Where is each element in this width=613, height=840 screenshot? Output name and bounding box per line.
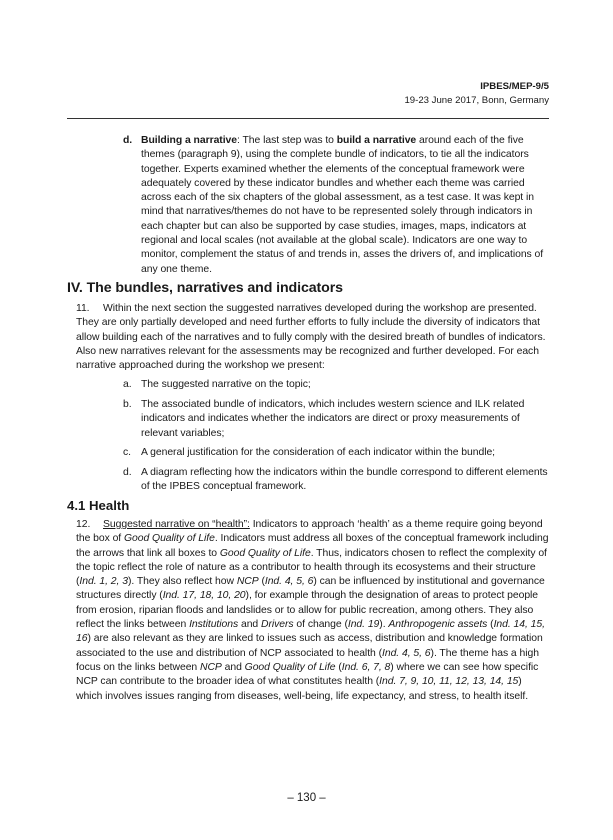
text-run: ). The theme has a high focus on the links between bbox=[76, 647, 539, 673]
italic-term: Ind. 14, 15, 16 bbox=[76, 619, 545, 645]
text-run: ( bbox=[258, 576, 265, 588]
italic-term: Ind. 4, 5, 6 bbox=[264, 576, 314, 588]
list-item bbox=[123, 446, 548, 460]
text-run: around each of the five themes (paragraph 9), using the complete bundle of indicators, to tie all the indicators together. Experts examined whether the elements of the conceptual framework were adequately covered by these indicator bundles and whether each theme was carried across each of the six chapters of the global assessment, as a test case. It was kept in mind that narratives/themes do not have to be represented solely through indicators in each chapter but can also be supported by case studies, images, maps, indicators at regional and local scales (not available at the global scale). Indicators are one way to monitor, complement the status of and trends in, asses the drivers of, and implications of any one theme. bbox=[141, 135, 544, 275]
text-run: ), for example through the designation of areas to protect people from erosion, riparian floods and landslides or to allow for public recreation, among others. They also reflect the links between bbox=[76, 590, 539, 631]
paragraph-number: 12. bbox=[76, 519, 91, 530]
text-run: and bbox=[221, 661, 245, 673]
list-marker: c. bbox=[123, 447, 131, 458]
document-code: IPBES/MEP-9/5 bbox=[480, 81, 549, 92]
italic-term: Institutions bbox=[189, 619, 239, 631]
text-run: and bbox=[238, 619, 262, 631]
section-heading-iv: IV. The bundles, narratives and indicators bbox=[67, 280, 343, 296]
text-run: Indicators to approach ‘health’ as a theme require going beyond the box of bbox=[76, 519, 543, 545]
italic-term: Ind. 17, 18, 10, 20 bbox=[162, 590, 246, 602]
text-run: ). They also reflect how bbox=[127, 576, 237, 588]
text-run: . Thus, indicators chosen to reflect the complexity of the topic reflect the role of nature as a contributor to health through its ecosystems and their structure ( bbox=[76, 547, 547, 588]
text-run: ) where we can see how specific NCP can contribute to the broader idea of what constitutes health ( bbox=[76, 661, 539, 688]
italic-term: Good Quality of Life bbox=[219, 547, 311, 559]
paragraph-number: 11. bbox=[76, 303, 90, 314]
text-run: of change ( bbox=[293, 619, 348, 631]
list-item-building-a-narrative bbox=[123, 134, 548, 277]
paragraph-12 bbox=[76, 518, 550, 704]
list-marker: d. bbox=[123, 135, 133, 146]
italic-term: Ind. 19 bbox=[347, 619, 380, 631]
page-number: – 130 – bbox=[287, 792, 326, 804]
text-run: ( bbox=[487, 619, 494, 631]
italic-term: Anthropogenic assets bbox=[388, 619, 488, 631]
list-item-text: A general justification for the consideration of each indicator within the bundle; bbox=[141, 447, 496, 458]
italic-term: Ind. 6, 7, 8 bbox=[341, 661, 391, 673]
list-marker: b. bbox=[123, 399, 132, 410]
narrative-lead: Suggested narrative on “health”: bbox=[103, 519, 250, 530]
list-item-text: The suggested narrative on the topic; bbox=[141, 379, 311, 390]
italic-term: Ind. 4, 5, 6 bbox=[382, 647, 431, 659]
paragraph-text bbox=[76, 519, 548, 702]
italic-term: NCP bbox=[200, 661, 222, 673]
italic-term: Good Quality of Life bbox=[244, 661, 336, 673]
bold-term: build a narrative bbox=[336, 135, 417, 146]
list-item bbox=[123, 398, 548, 441]
text-run: : The last step was to bbox=[237, 135, 337, 146]
italic-term: Ind. 7, 9, 10, 11, 12, 13, 14, 15 bbox=[379, 676, 519, 688]
list-item-text: The associated bundle of indicators, which includes western science and ILK related indicators and indicates whether the indicators are direct or proxy measurements of relevant variables; bbox=[141, 399, 525, 439]
text-run: ) can be influenced by institutional and governance structures directly ( bbox=[76, 576, 545, 602]
list-marker: d. bbox=[123, 467, 132, 478]
meeting-date-place: 19-23 June 2017, Bonn, Germany bbox=[404, 94, 549, 106]
text-run: ). bbox=[379, 619, 389, 631]
header-rule bbox=[67, 118, 549, 119]
text-run: . Indicators must address all boxes of the conceptual framework including the arrows that link all boxes to bbox=[76, 533, 549, 559]
list-marker: a. bbox=[123, 379, 132, 390]
italic-term: Drivers bbox=[261, 619, 294, 631]
list-item-text bbox=[141, 134, 548, 277]
list-item bbox=[123, 378, 548, 392]
text-run: ) which involves issues ranging from diseases, well-being, life expectancy, and stress, to health itself. bbox=[76, 676, 529, 702]
list-item-text: A diagram reflecting how the indicators within the bundle correspond to different elements of the IPBES conceptual framework. bbox=[141, 467, 548, 493]
text-run: ) are also relevant as they are linked to issues such as access, distribution and knowledge formation associated to the use and distribution of NCP associated to health ( bbox=[76, 633, 543, 659]
bold-term: Building a narrative bbox=[141, 135, 238, 146]
italic-term: Good Quality of Life bbox=[123, 533, 215, 545]
running-header bbox=[404, 80, 549, 107]
section-heading-health: 4.1 Health bbox=[67, 498, 130, 513]
paragraph-text: Within the next section the suggested narratives developed during the workshop are presented. They are only partially developed and need further efforts to fully include the diversity of indicators that allow building each of the narratives and to fully comply with the desired breath of bundles of indicators. Also new narratives relevant for the assessments may be recognized and further developed. For each narrative approached during the workshop we present: bbox=[76, 303, 546, 372]
italic-term: Ind. 1, 2, 3 bbox=[79, 576, 128, 588]
italic-term: NCP bbox=[236, 576, 259, 588]
list-item bbox=[123, 466, 548, 495]
text-run: ( bbox=[335, 661, 342, 673]
paragraph-11 bbox=[76, 302, 550, 373]
